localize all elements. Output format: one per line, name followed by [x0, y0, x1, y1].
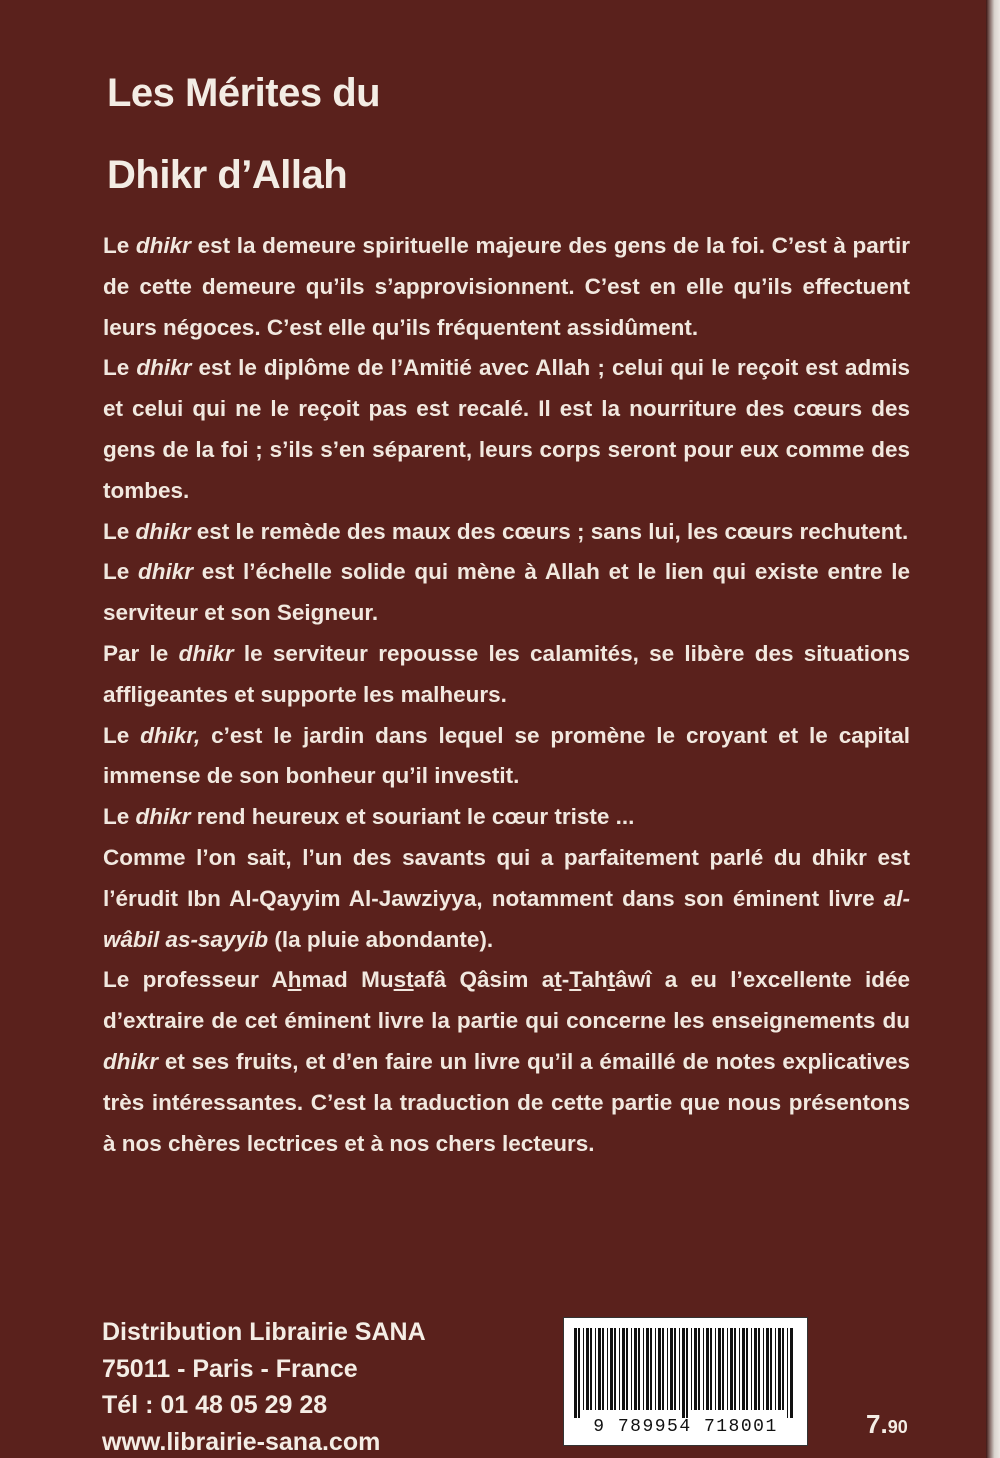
barcode-bar	[679, 1328, 680, 1410]
blurb-paragraph	[103, 716, 910, 798]
text-run: Le	[103, 355, 137, 381]
italic-term: al-wâbil as-sayyib	[103, 885, 910, 952]
barcode-bar	[778, 1328, 781, 1410]
text-run: st	[393, 967, 414, 993]
italic-term: dhikr	[135, 233, 191, 258]
text-run: Le professeur A	[103, 967, 288, 993]
barcode-bar	[763, 1328, 764, 1410]
price-main: 7.	[866, 1409, 888, 1439]
italic-term: dhikr	[135, 518, 191, 544]
italic-term: dhikr	[138, 559, 194, 585]
barcode-bar	[590, 1328, 592, 1410]
barcode-bar	[619, 1328, 620, 1410]
title-line-1: Les Mérites du	[107, 71, 381, 115]
blurb-paragraph	[103, 838, 910, 960]
barcode-bar	[595, 1328, 596, 1410]
text-run: et ses fruits, et d’en faire un livre qu’il a émaillé de notes explicatives très intéressantes. C’est la traduction de cette partie que nous présentons à nos chères lectrices et à nos chers lecteurs.	[103, 1048, 910, 1156]
barcode-bar	[754, 1328, 757, 1410]
barcode-bar	[722, 1328, 724, 1410]
barcode-bar	[710, 1328, 712, 1410]
text-run: Par le	[103, 640, 179, 666]
barcode-bar	[734, 1328, 736, 1410]
publisher-info	[102, 1314, 522, 1458]
blurb-paragraph	[103, 797, 910, 838]
barcode-bar	[670, 1328, 673, 1410]
text-run: (la pluie abondante).	[268, 926, 494, 952]
blurb-paragraph	[103, 348, 910, 511]
barcode-bar	[583, 1328, 584, 1410]
text-run: est le remède des maux des cœurs ; sans lui, les cœurs rechutent.	[190, 518, 909, 544]
text-run: T	[569, 967, 582, 993]
barcode-number: 9 789954 718001	[593, 1417, 778, 1437]
text-run: est le diplôme de l’Amitié avec Allah ; celui qui le reçoit est admis et celui qui ne le reçoit pas est recalé. Il est la nourriture des cœurs des gens de la foi ; s’ils s’en séparent, leurs corps seront pour eux comme des tombes.	[103, 355, 910, 503]
barcode-bar	[727, 1328, 728, 1410]
barcode-bar	[614, 1328, 616, 1410]
blurb-paragraph	[103, 552, 910, 634]
barcode-bar	[658, 1328, 661, 1410]
barcode-bar	[626, 1328, 628, 1410]
barcode-bar	[638, 1328, 640, 1410]
blurb-paragraph	[103, 226, 910, 348]
price-label	[866, 1409, 908, 1440]
blurb-text	[103, 226, 910, 1164]
blurb-paragraph	[103, 512, 910, 553]
barcode-bars	[572, 1328, 798, 1418]
price-cents: 90	[887, 1417, 908, 1437]
text-run: Le	[103, 518, 136, 544]
isbn-barcode	[563, 1317, 808, 1446]
barcode-bar	[634, 1328, 637, 1410]
blurb-paragraph	[103, 960, 910, 1164]
barcode-bar	[751, 1328, 752, 1410]
text-run: -	[561, 967, 570, 993]
barcode-bar	[602, 1328, 604, 1410]
publisher-phone: Tél : 01 48 05 29 28	[102, 1391, 328, 1419]
barcode-bar	[622, 1328, 625, 1410]
italic-term: dhikr	[103, 1048, 159, 1074]
barcode-bar	[766, 1328, 769, 1410]
book-title	[107, 52, 807, 216]
text-run: mad Mu	[301, 967, 394, 993]
barcode-bar	[655, 1328, 656, 1410]
text-run: Le	[103, 804, 136, 830]
barcode-bar	[650, 1328, 652, 1410]
barcode-bar	[694, 1328, 697, 1410]
barcode-bar	[742, 1328, 745, 1410]
barcode-bar	[610, 1328, 613, 1410]
page-edge	[986, 0, 1000, 1458]
text-run: âwî a eu l’excellente idée d’extraire de cet éminent livre la partie qui concerne les enseignements du	[103, 967, 910, 1034]
barcode-bar	[631, 1328, 632, 1410]
text-run: ah	[581, 967, 608, 993]
barcode-bar	[574, 1328, 577, 1418]
text-run: Comme l’on sait, l’un des savants qui a parfaitement parlé du dhikr est l’érudit Ibn Al-Qayyim Al-Jawziyya, notamment dans son éminent livre	[103, 844, 910, 911]
text-run: Le	[103, 233, 136, 258]
barcode-bar	[703, 1328, 704, 1410]
barcode-bar	[607, 1328, 608, 1410]
barcode-bar	[698, 1328, 700, 1410]
italic-term: dhikr	[136, 355, 192, 381]
barcode-bar	[730, 1328, 733, 1410]
publisher-name: Distribution Librairie SANA	[102, 1318, 426, 1346]
text-run: t	[607, 967, 616, 993]
barcode-bar	[758, 1328, 760, 1410]
text-run: h	[287, 967, 302, 993]
italic-term: dhikr,	[140, 722, 201, 748]
barcode-bar	[790, 1328, 793, 1418]
text-run: c’est le jardin dans lequel se promène le croyant et le capital immense de son bonheur qu’il investit.	[103, 722, 911, 789]
italic-term: dhikr	[178, 640, 234, 666]
barcode-bar	[715, 1328, 716, 1410]
barcode-bar	[667, 1328, 668, 1410]
title-line-2: Dhikr d’Allah	[107, 153, 348, 197]
italic-term: dhikr	[135, 804, 191, 830]
text-run: t	[554, 967, 562, 993]
publisher-address: 75011 - Paris - France	[102, 1354, 358, 1383]
barcode-bar	[706, 1328, 709, 1410]
text-run: afâ Qâsim a	[413, 967, 555, 993]
barcode-bar	[674, 1328, 676, 1410]
barcode-bar	[598, 1328, 601, 1410]
text-run: Le	[103, 559, 139, 585]
barcode-bar	[643, 1328, 644, 1410]
text-run: rend heureux et souriant le cœur triste ...	[190, 804, 635, 830]
barcode-bar	[586, 1328, 589, 1410]
text-run: est la demeure spirituelle majeure des gens de la foi. C’est à partir de cette demeure qu’ils s’approvisionnent. C’est en elle qu’ils effectuent leurs négoces. C’est elle qu’ils fréquentent assidûment.	[103, 233, 910, 340]
barcode-bar	[775, 1328, 776, 1410]
barcode-bar	[662, 1328, 664, 1410]
barcode-bar	[787, 1328, 788, 1418]
barcode-bar	[746, 1328, 748, 1410]
barcode-bar	[646, 1328, 649, 1410]
text-run: est l’échelle solide qui mène à Allah et le lien qui existe entre le serviteur et son Seigneur.	[103, 559, 910, 626]
barcode-bar	[770, 1328, 772, 1410]
barcode-bar	[739, 1328, 740, 1410]
barcode-bar	[782, 1328, 784, 1410]
barcode-bar	[682, 1328, 685, 1418]
barcode-bar	[691, 1328, 692, 1410]
barcode-bar	[718, 1328, 721, 1410]
blurb-paragraph	[103, 634, 910, 716]
barcode-bar	[686, 1328, 688, 1418]
text-run: Le	[103, 722, 141, 748]
barcode-bar	[578, 1328, 580, 1418]
publisher-website: www.librairie-sana.com	[102, 1427, 381, 1456]
text-run: le serviteur repousse les calamités, se libère des situations affligeantes et supporte les malheurs.	[103, 640, 911, 707]
